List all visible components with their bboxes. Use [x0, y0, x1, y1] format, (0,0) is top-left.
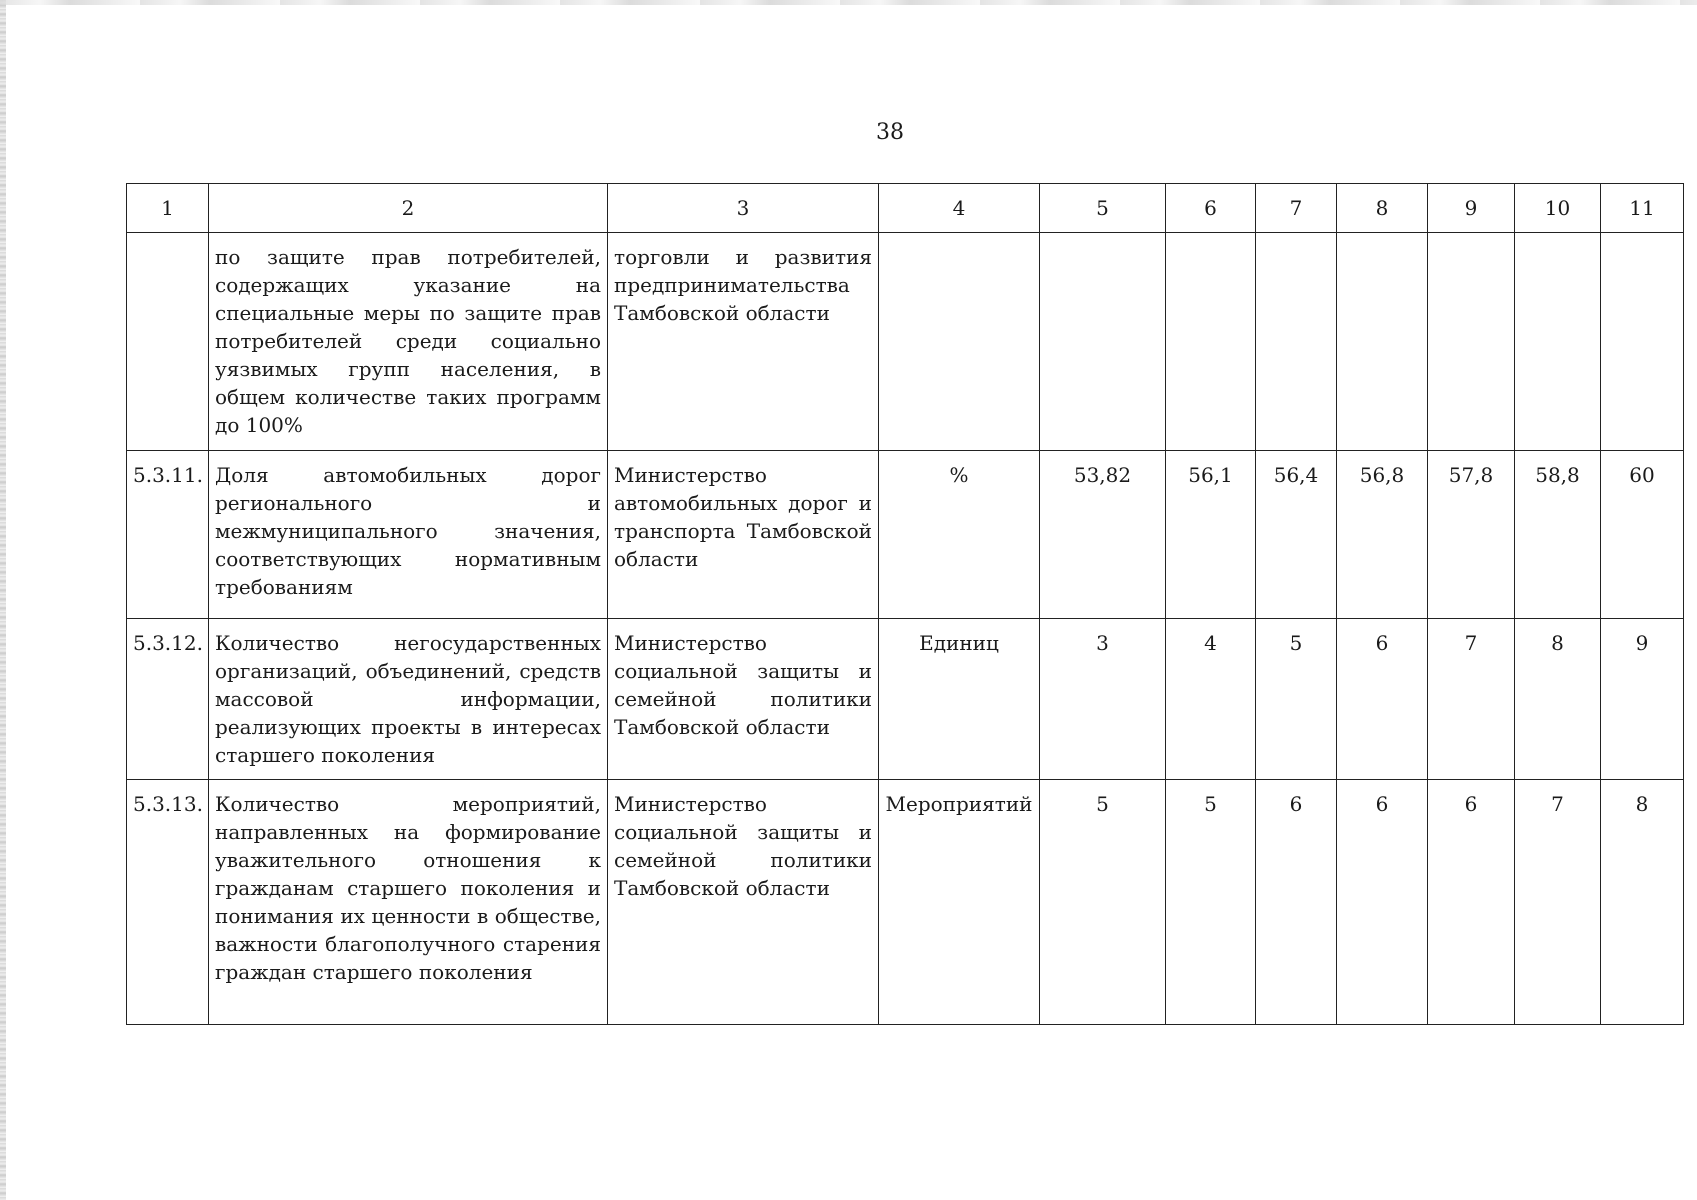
header-col-8: 8: [1337, 184, 1428, 233]
row-indicator: Количество мероприятий, направленных на формирование уважительного отношения к гражданам старшего поколения и понимания их ценности в обществе, важности благополучного старения граждан старшего поколения: [209, 780, 608, 1025]
table-row: [127, 233, 1684, 451]
row-value: 9: [1601, 619, 1684, 780]
row-unit: Единиц: [879, 619, 1040, 780]
row-value: 56,1: [1166, 451, 1256, 619]
row-value: 8: [1515, 619, 1601, 780]
header-col-3: 3: [608, 184, 879, 233]
row-unit: Мероприятий: [879, 780, 1040, 1025]
row-value: [1166, 233, 1256, 451]
header-col-1: 1: [127, 184, 209, 233]
header-col-5: 5: [1040, 184, 1166, 233]
row-value: 57,8: [1428, 451, 1515, 619]
scan-edge-top: [0, 0, 1697, 5]
page-number: 38: [876, 120, 904, 145]
header-col-6: 6: [1166, 184, 1256, 233]
header-col-11: 11: [1601, 184, 1684, 233]
table-row: [127, 451, 1684, 619]
row-value: 60: [1601, 451, 1684, 619]
table-row: [127, 780, 1684, 1025]
row-responsible: Министерство социальной защиты и семейной политики Тамбовской области: [608, 619, 879, 780]
row-value: 6: [1256, 780, 1337, 1025]
row-responsible: Министерство социальной защиты и семейной политики Тамбовской области: [608, 780, 879, 1025]
row-value: 5: [1166, 780, 1256, 1025]
header-col-4: 4: [879, 184, 1040, 233]
row-value: 8: [1601, 780, 1684, 1025]
row-value: 3: [1040, 619, 1166, 780]
row-value: [1040, 233, 1166, 451]
row-value: 6: [1337, 619, 1428, 780]
row-value: [1515, 233, 1601, 451]
row-indicator: по защите прав потребителей, содержащих указание на специальные меры по защите прав потребителей среди социально уязвимых групп населения, в общем количестве таких программ до 100%: [209, 233, 608, 451]
row-value: [1256, 233, 1337, 451]
row-value: [1601, 233, 1684, 451]
row-unit: [879, 233, 1040, 451]
row-code: [127, 233, 209, 451]
row-value: 6: [1428, 780, 1515, 1025]
row-code: 5.3.13.: [127, 780, 209, 1025]
header-col-7: 7: [1256, 184, 1337, 233]
row-value: 5: [1040, 780, 1166, 1025]
row-value: 6: [1337, 780, 1428, 1025]
row-value: [1337, 233, 1428, 451]
row-value: 58,8: [1515, 451, 1601, 619]
row-code: 5.3.12.: [127, 619, 209, 780]
row-value: 53,82: [1040, 451, 1166, 619]
row-value: 5: [1256, 619, 1337, 780]
table-row: [127, 619, 1684, 780]
scan-edge-left: [0, 0, 6, 1200]
row-value: 56,4: [1256, 451, 1337, 619]
row-value: 4: [1166, 619, 1256, 780]
table-header-row: [127, 184, 1684, 233]
row-responsible: торговли и развития предпринимательства Тамбовской области: [608, 233, 879, 451]
row-responsible: Министерство автомобильных дорог и транспорта Тамбовской области: [608, 451, 879, 619]
header-col-10: 10: [1515, 184, 1601, 233]
indicator-table: [126, 183, 1684, 1025]
row-indicator: Доля автомобильных дорог регионального и межмуниципального значения, соответствующих нормативным требованиям: [209, 451, 608, 619]
row-code: 5.3.11.: [127, 451, 209, 619]
row-value: 7: [1515, 780, 1601, 1025]
row-indicator: Количество негосударственных организаций, объединений, средств массовой информации, реализующих проекты в интересах старшего поколения: [209, 619, 608, 780]
header-col-9: 9: [1428, 184, 1515, 233]
row-value: 7: [1428, 619, 1515, 780]
header-col-2: 2: [209, 184, 608, 233]
row-value: [1428, 233, 1515, 451]
row-value: 56,8: [1337, 451, 1428, 619]
row-unit: %: [879, 451, 1040, 619]
